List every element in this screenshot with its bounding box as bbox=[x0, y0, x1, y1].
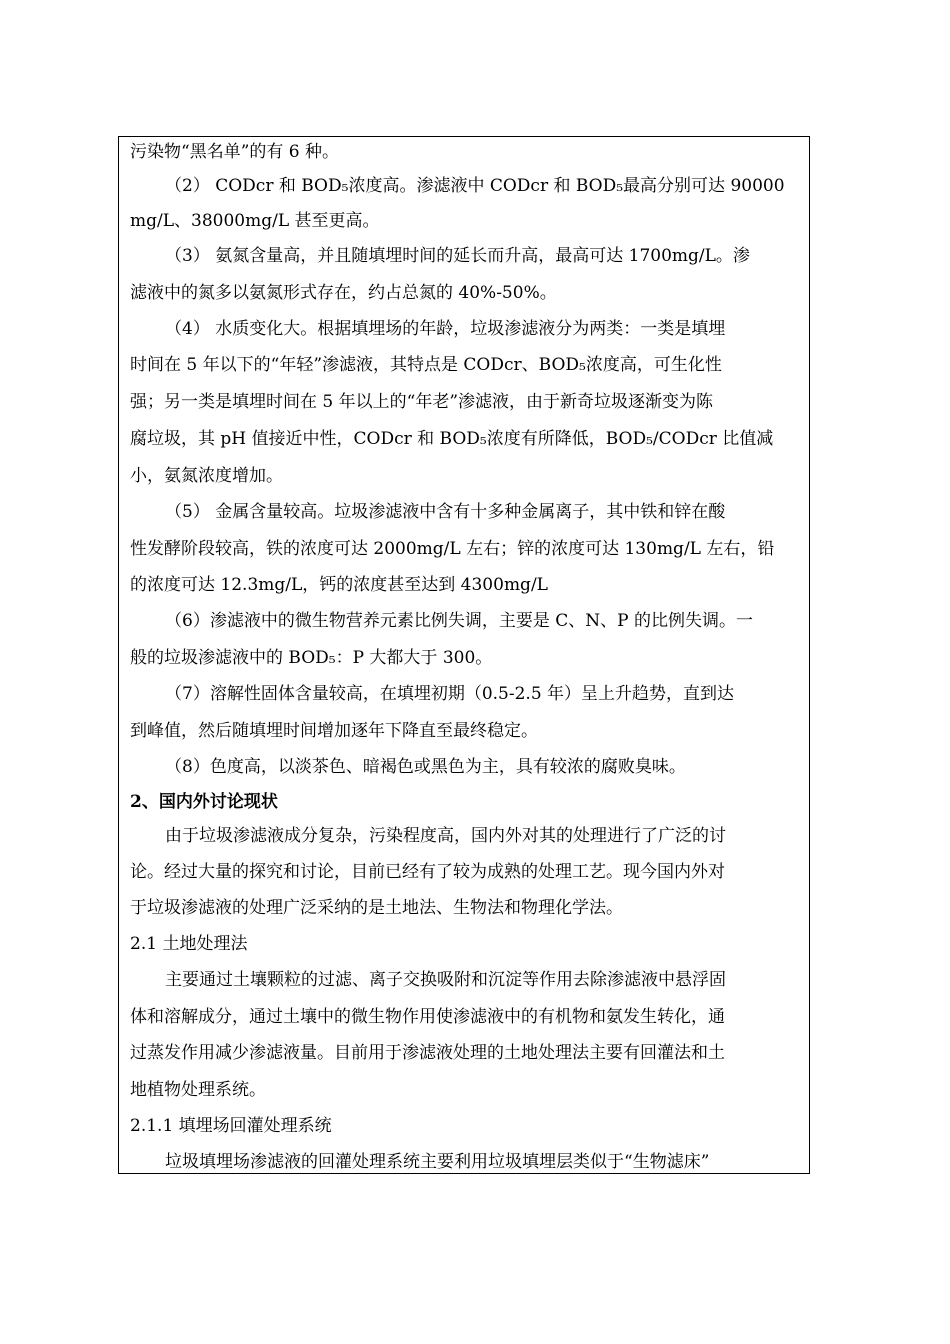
text-line: 垃圾填埋场渗滤液的回灌处理系统主要利用垃圾填埋层类似于“生物滤床” bbox=[165, 1152, 710, 1172]
text-line: 性发酵阶段较高，铁的浓度可达 2000mg/L 左右；锌的浓度可达 130mg/L 左右，铅 bbox=[130, 539, 775, 559]
text-line: 地植物处理系统。 bbox=[130, 1080, 266, 1100]
section-heading: 2、国内外讨论现状 bbox=[130, 792, 278, 812]
text-line: 体和溶解成分，通过土壤中的微生物作用使渗滤液中的有机物和氨发生转化，通 bbox=[130, 1007, 725, 1027]
text-line: 强；另一类是填埋时间在 5 年以上的“年老”渗滤液，由于新奇垃圾逐渐变为陈 bbox=[130, 392, 714, 412]
text-line: 般的垃圾渗滤液中的 BOD₅：P 大都大于 300。 bbox=[130, 648, 493, 668]
text-line: 主要通过土壤颗粒的过滤、离子交换吸附和沉淀等作用去除渗滤液中悬浮固 bbox=[165, 970, 726, 990]
text-line: 时间在 5 年以下的“年轻”渗滤液，其特点是 CODcr、BOD₅浓度高，可生化性 bbox=[130, 355, 722, 375]
text-line: （6）渗滤液中的微生物营养元素比例失调，主要是 C、N、P 的比例失调。一 bbox=[165, 611, 753, 631]
text-line: （4） 水质变化大。根据填埋场的年龄，垃圾渗滤液分为两类：一类是填埋 bbox=[165, 319, 726, 339]
text-line: mg/L、38000mg/L 甚至更高。 bbox=[130, 211, 380, 231]
text-line: 污染物“黑名单”的有 6 种。 bbox=[130, 142, 340, 162]
text-line: 腐垃圾，其 pH 值接近中性，CODcr 和 BOD₅浓度有所降低，BOD₅/CODcr 比值减 bbox=[130, 429, 774, 449]
text-line: 于垃圾渗滤液的处理广泛采纳的是土地法、生物法和物理化学法。 bbox=[130, 898, 623, 918]
subsection-heading: 2.1 土地处理法 bbox=[130, 934, 248, 954]
text-line: 过蒸发作用减少渗滤液量。目前用于渗滤液处理的土地处理法主要有回灌法和土 bbox=[130, 1043, 725, 1063]
text-line: 到峰值，然后随填埋时间增加逐年下降直至最终稳定。 bbox=[130, 721, 538, 741]
text-line: （3） 氨氮含量高，并且随填埋时间的延长而升高，最高可达 1700mg/L。渗 bbox=[165, 246, 750, 266]
text-line: （8）色度高，以淡茶色、暗褐色或黑色为主，具有较浓的腐败臭味。 bbox=[165, 757, 686, 777]
subsection-heading: 2.1.1 填埋场回灌处理系统 bbox=[130, 1116, 332, 1136]
text-line: 的浓度可达 12.3mg/L，钙的浓度甚至达到 4300mg/L bbox=[130, 575, 548, 595]
text-line: （2） CODcr 和 BOD₅浓度高。渗滤液中 CODcr 和 BOD₅最高分别可达 90000 bbox=[165, 176, 785, 196]
text-line: （5） 金属含量较高。垃圾渗滤液中含有十多种金属离子，其中铁和锌在酸 bbox=[165, 502, 726, 522]
text-line: 小，氨氮浓度增加。 bbox=[130, 466, 283, 486]
text-line: （7）溶解性固体含量较高，在填埋初期（0.5-2.5 年）呈上升趋势，直到达 bbox=[165, 684, 735, 704]
text-line: 论。经过大量的探究和讨论，目前已经有了较为成熟的处理工艺。现今国内外对 bbox=[130, 862, 725, 882]
text-line: 滤液中的氮多以氨氮形式存在，约占总氮的 40%-50%。 bbox=[130, 283, 557, 303]
text-line: 由于垃圾渗滤液成分复杂，污染程度高，国内外对其的处理进行了广泛的讨 bbox=[165, 826, 726, 846]
